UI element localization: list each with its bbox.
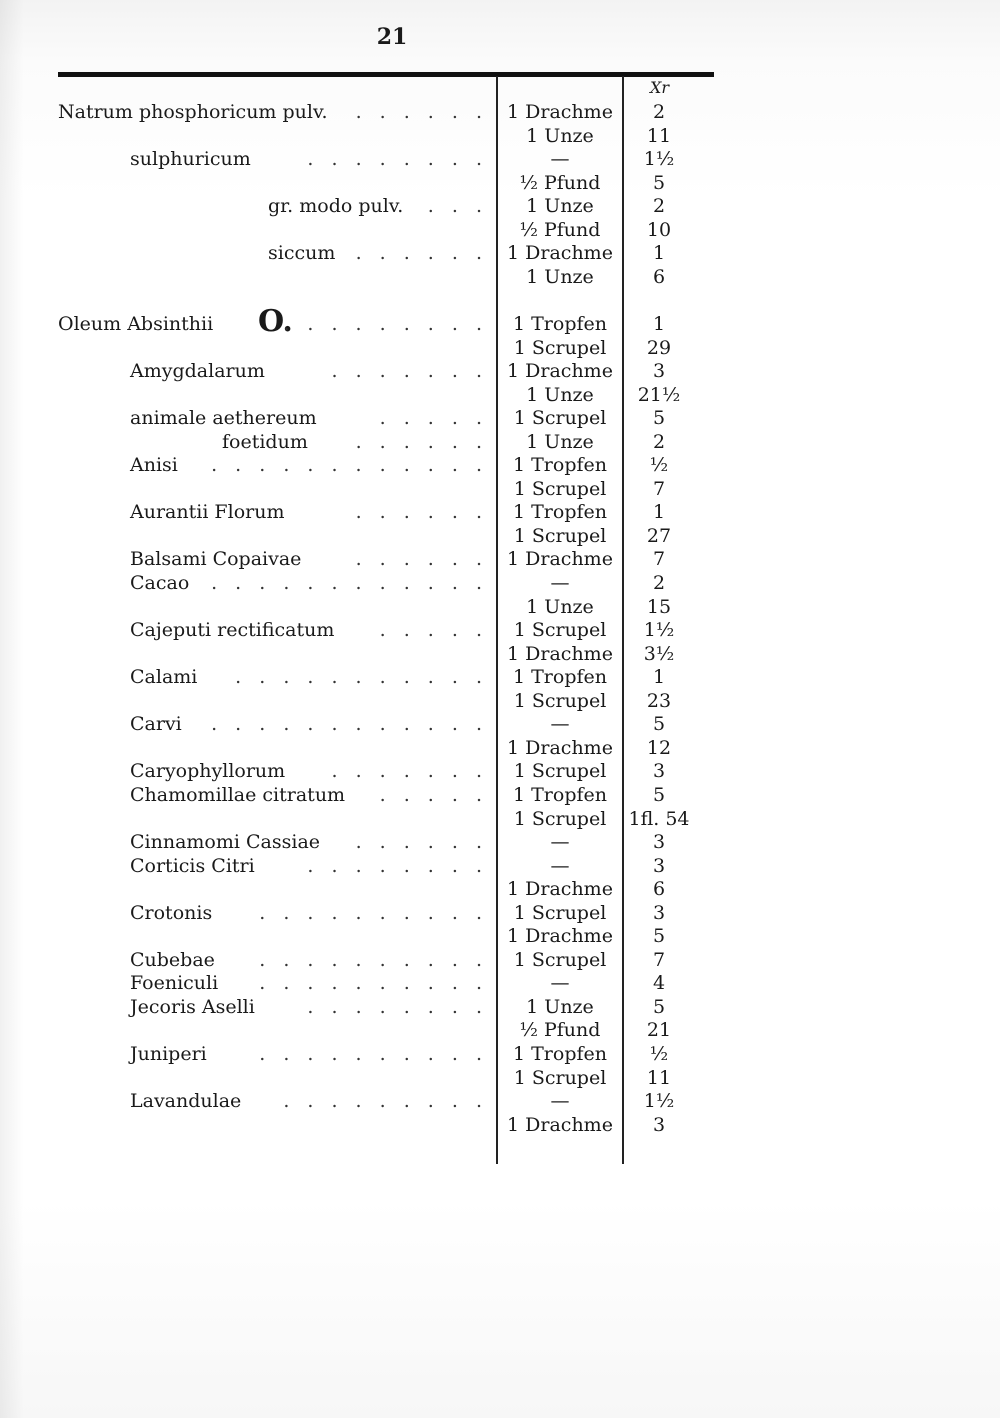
item-price: ½ (649, 1043, 669, 1065)
table-row (0, 1090, 1000, 1114)
item-price: 2 (652, 572, 666, 594)
item-price: 21½ (637, 383, 681, 406)
item-price: 7 (652, 948, 666, 971)
leader-dots: . . . . . . (355, 548, 488, 571)
item-quantity: — (550, 148, 570, 171)
item-price: 21 (646, 1019, 672, 1042)
item-name: Carvi (130, 713, 182, 736)
item-name: Cinnamomi Cassiae (130, 831, 321, 854)
table-row (0, 525, 1000, 549)
leader-dots: . . . . . . . . . . . . (211, 572, 488, 594)
item-price: 1½ (643, 1090, 675, 1113)
item-price: 1½ (643, 148, 675, 171)
item-price: 5 (652, 713, 666, 736)
item-price: 7 (652, 548, 666, 571)
table-row (0, 337, 1000, 361)
item-quantity: ½ Pfund (519, 1019, 601, 1042)
item-name: Cajeputi rectificatum (130, 619, 335, 642)
leader-dots: . . . . . . (355, 831, 488, 854)
item-quantity: 1 Tropfen (513, 312, 607, 335)
table-row (0, 501, 1000, 525)
item-price: 5 (652, 407, 666, 430)
table-row (0, 831, 1000, 855)
table-row (0, 1043, 1000, 1067)
table-row (0, 690, 1000, 714)
item-price: 3 (652, 854, 666, 877)
leader-dots: . . . . . . . . . (283, 312, 488, 335)
item-price: 3 (652, 760, 666, 783)
header-rule (58, 72, 714, 77)
item-name: Anisi (130, 454, 178, 477)
page-number: 21 (376, 24, 408, 50)
item-quantity: 1 Drachme (507, 642, 613, 665)
item-name: Crotonis (130, 901, 213, 924)
item-quantity: 1 Scrupel (513, 477, 607, 500)
table-row (0, 478, 1000, 502)
table-row (0, 313, 1000, 337)
item-price: 7 (652, 477, 666, 500)
item-name: Jecoris Aselli (130, 995, 255, 1018)
leader-dots: . . . . . . (355, 242, 488, 265)
item-price: 15 (646, 595, 672, 618)
item-price: 11 (646, 1066, 672, 1089)
item-name: siccum (268, 242, 336, 265)
item-price: 1 (652, 666, 666, 689)
table-row (0, 266, 1000, 290)
unit-column-header: Xr (650, 78, 670, 97)
item-price: 1 (652, 501, 666, 524)
item-quantity: 1 Drachme (507, 101, 613, 123)
item-quantity: — (550, 713, 570, 736)
leader-dots: . . . . . . . . (307, 995, 488, 1018)
item-price: 3 (652, 1113, 666, 1136)
table-row (0, 737, 1000, 761)
item-price: 11 (646, 124, 672, 147)
item-name: Amygdalarum (130, 360, 265, 383)
item-quantity: 1 Unze (526, 195, 594, 218)
table-row (0, 548, 1000, 572)
item-quantity: 1 Scrupel (513, 1066, 607, 1089)
table-row (0, 125, 1000, 149)
table-row (0, 195, 1000, 219)
item-name: foetidum (222, 430, 308, 453)
item-quantity: — (550, 854, 570, 877)
item-price: 5 (652, 171, 666, 194)
item-quantity: ½ Pfund (519, 171, 601, 194)
item-name: sulphuricum (130, 148, 251, 171)
leader-dots: . . . . . . (355, 501, 488, 524)
item-name: Corticis Citri (130, 854, 255, 877)
item-quantity: ½ Pfund (519, 218, 601, 241)
item-price: 3 (652, 901, 666, 924)
leader-dots: . . . (427, 195, 488, 218)
leader-dots: . . . . . (379, 783, 488, 806)
item-name: Caryophyllorum (130, 760, 286, 783)
item-quantity: 1 Scrupel (513, 619, 607, 642)
table-row (0, 808, 1000, 832)
table-row (0, 972, 1000, 996)
leader-dots: . . . . . . . . . . (259, 901, 488, 924)
table-row (0, 925, 1000, 949)
table-row (0, 407, 1000, 431)
item-quantity: 1 Unze (526, 995, 594, 1018)
item-price: 2 (652, 195, 666, 218)
item-name: Juniperi (130, 1043, 207, 1065)
item-name: Oleum Absinthii (58, 312, 214, 335)
item-quantity: 1 Scrupel (513, 524, 607, 547)
item-quantity: 1 Tropfen (513, 454, 607, 477)
table-row (0, 949, 1000, 973)
item-price: 29 (646, 336, 672, 359)
item-quantity: 1 Scrupel (513, 760, 607, 783)
item-price: 3 (652, 831, 666, 854)
item-quantity: 1 Scrupel (513, 689, 607, 712)
leader-dots: . . . . . . . . . (283, 1090, 488, 1113)
table-row (0, 878, 1000, 902)
table-row (0, 289, 1000, 313)
table-row (0, 619, 1000, 643)
table-row (0, 172, 1000, 196)
leader-dots: . . . . . . . (331, 360, 488, 383)
item-quantity: 1 Unze (526, 383, 594, 406)
item-quantity: 1 Scrupel (513, 407, 607, 430)
item-name: Foeniculi (130, 972, 219, 995)
table-row (0, 384, 1000, 408)
item-quantity: 1 Drachme (507, 925, 613, 948)
leader-dots: . . . . . . . . (307, 854, 488, 877)
item-name: Natrum phosphoricum pulv. (58, 101, 328, 123)
item-price: ½ (649, 454, 669, 477)
table-row (0, 242, 1000, 266)
item-name: animale aethereum (130, 407, 317, 430)
item-name: Balsami Copaivae (130, 548, 302, 571)
item-price: 5 (652, 783, 666, 806)
leader-dots: . . . . . . . . . . (259, 972, 488, 995)
item-price: 2 (652, 430, 666, 453)
item-name: gr. modo pulv. (268, 195, 404, 218)
item-price: 6 (652, 265, 666, 288)
item-quantity: 1 Drachme (507, 360, 613, 383)
item-quantity: 1 Tropfen (513, 666, 607, 689)
item-name: Cubebae (130, 948, 215, 971)
item-price: 5 (652, 995, 666, 1018)
leader-dots: . . . . . . . . . . . (235, 666, 488, 689)
item-price: 3 (652, 360, 666, 383)
table-row (0, 454, 1000, 478)
item-quantity: 1 Scrupel (513, 948, 607, 971)
item-price: 23 (646, 689, 672, 712)
leader-dots: . . . . . . . . . . (259, 948, 488, 971)
table-row (0, 784, 1000, 808)
leader-dots: . . . . . . . . . . . . (211, 713, 488, 736)
leader-dots: . . . . . (379, 619, 488, 642)
item-price: 12 (646, 736, 672, 759)
leader-dots: . . . . . . . . . . (259, 1043, 488, 1065)
item-quantity: 1 Unze (526, 124, 594, 147)
item-quantity: 1 Unze (526, 595, 594, 618)
table-row (0, 219, 1000, 243)
table-row (0, 902, 1000, 926)
item-quantity: 1 Drachme (507, 242, 613, 265)
table-row (0, 643, 1000, 667)
leader-dots: . . . . . . . . . . . . (211, 454, 488, 477)
table-row (0, 666, 1000, 690)
table-row (0, 1019, 1000, 1043)
item-name: Aurantii Florum (130, 501, 285, 524)
table-row (0, 148, 1000, 172)
leader-dots: . . . . . . (355, 430, 488, 453)
table-row (0, 760, 1000, 784)
section-heading: O. (258, 304, 293, 339)
item-price: 1 (652, 312, 666, 335)
item-quantity: 1 Unze (526, 265, 594, 288)
item-price: 6 (652, 878, 666, 901)
table-row (0, 1067, 1000, 1091)
item-quantity: — (550, 1090, 570, 1113)
table-row (0, 431, 1000, 455)
item-price: 27 (646, 524, 672, 547)
item-price: 10 (646, 218, 672, 241)
item-quantity: — (550, 831, 570, 854)
item-quantity: 1 Tropfen (513, 501, 607, 524)
item-quantity: 1 Drachme (507, 878, 613, 901)
table-row (0, 101, 1000, 125)
item-price: 5 (652, 925, 666, 948)
table-row (0, 572, 1000, 596)
table-row (0, 1114, 1000, 1138)
item-price: 1½ (643, 619, 675, 642)
item-quantity: 1 Scrupel (513, 336, 607, 359)
item-price: 1 (652, 242, 666, 265)
table-row (0, 360, 1000, 384)
item-name: Calami (130, 666, 198, 689)
table-row (0, 996, 1000, 1020)
leader-dots: . . . . . . . (331, 760, 488, 783)
item-quantity: 1 Tropfen (513, 783, 607, 806)
item-quantity: — (550, 572, 570, 594)
item-quantity: 1 Drachme (507, 548, 613, 571)
table-row (0, 855, 1000, 879)
item-quantity: 1 Drachme (507, 1113, 613, 1136)
item-quantity: — (550, 972, 570, 995)
item-price: 1fl. 54 (628, 807, 690, 830)
leader-dots: . . . . . . (355, 101, 488, 123)
item-price: 4 (652, 972, 666, 995)
item-name: Chamomillae citratum (130, 783, 346, 806)
leader-dots: . . . . . (379, 407, 488, 430)
item-quantity: 1 Scrupel (513, 901, 607, 924)
table-row (0, 713, 1000, 737)
item-price: 3½ (643, 642, 675, 665)
item-quantity: 1 Scrupel (513, 807, 607, 830)
item-name: Lavandulae (130, 1090, 242, 1113)
table-row (0, 596, 1000, 620)
item-quantity: 1 Drachme (507, 736, 613, 759)
item-quantity: 1 Tropfen (513, 1043, 607, 1065)
item-quantity: 1 Unze (526, 430, 594, 453)
item-price: 2 (652, 101, 666, 123)
leader-dots: . . . . . . . . (307, 148, 488, 171)
item-name: Cacao (130, 572, 190, 594)
